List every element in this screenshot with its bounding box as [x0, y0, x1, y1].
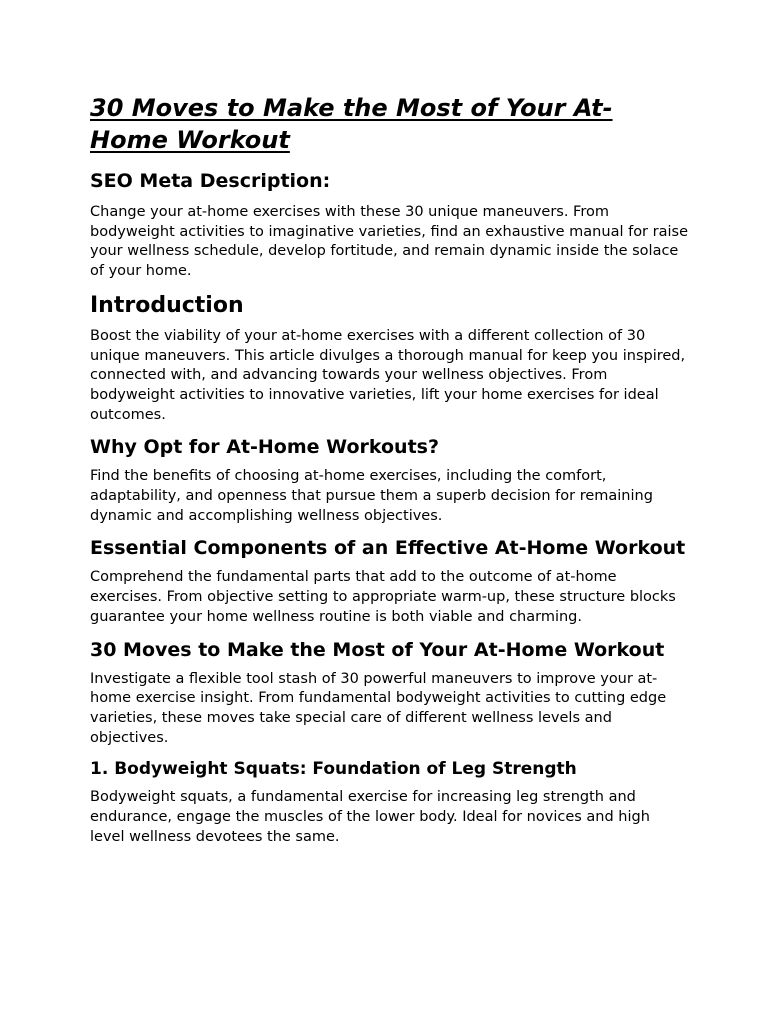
- essential-components-heading: Essential Components of an Effective At-Home Workout: [90, 537, 686, 560]
- introduction-paragraph: Boost the viability of your at-home exercises with a different collection of 30 unique maneuvers. This article divulges a thorough manual for keep you inspired, connected with, and advancing towards your wellness objectives. From bodyweight activities to innovative varieties, lift your home exercises for ideal outcomes.: [90, 327, 686, 423]
- bodyweight-squats-heading: 1. Bodyweight Squats: Foundation of Leg Strength: [90, 759, 577, 780]
- thirty-moves-paragraph: Investigate a flexible tool stash of 30 powerful maneuvers to improve your at-home exercise insight. From fundamental bodyweight activities to cutting edge varieties, these moves take special care of different wellness levels and objectives.: [90, 670, 667, 746]
- document-title: 30 Moves to Make the Most of Your At-Home Workout: [90, 94, 613, 154]
- thirty-moves-heading: 30 Moves to Make the Most of Your At-Home Workout: [90, 638, 665, 661]
- essential-components-paragraph: Comprehend the fundamental parts that add to the outcome of at-home exercises. From objective setting to appropriate warm-up, these structure blocks guarantee your home wellness routine is both viable and charming.: [90, 569, 676, 625]
- why-opt-paragraph: Find the benefits of choosing at-home exercises, including the comfort, adaptability, and openness that pursue them a superb decision for remaining dynamic and accomplishing wellness objectives.: [90, 468, 653, 524]
- bodyweight-squats-paragraph: Bodyweight squats, a fundamental exercise for increasing leg strength and endurance, engage the muscles of the lower body. Ideal for novices and high level wellness devotees the same.: [90, 789, 650, 845]
- introduction-heading: Introduction: [90, 292, 244, 318]
- seo-meta-heading: SEO Meta Description:: [90, 170, 331, 192]
- why-opt-heading: Why Opt for At-Home Workouts?: [90, 436, 439, 459]
- seo-meta-paragraph: Change your at-home exercises with these 30 unique maneuvers. From bodyweight activities to imaginative varieties, find an exhaustive manual for raise your wellness schedule, develop fortitude, and remain dynamic inside the solace of your home.: [90, 204, 688, 280]
